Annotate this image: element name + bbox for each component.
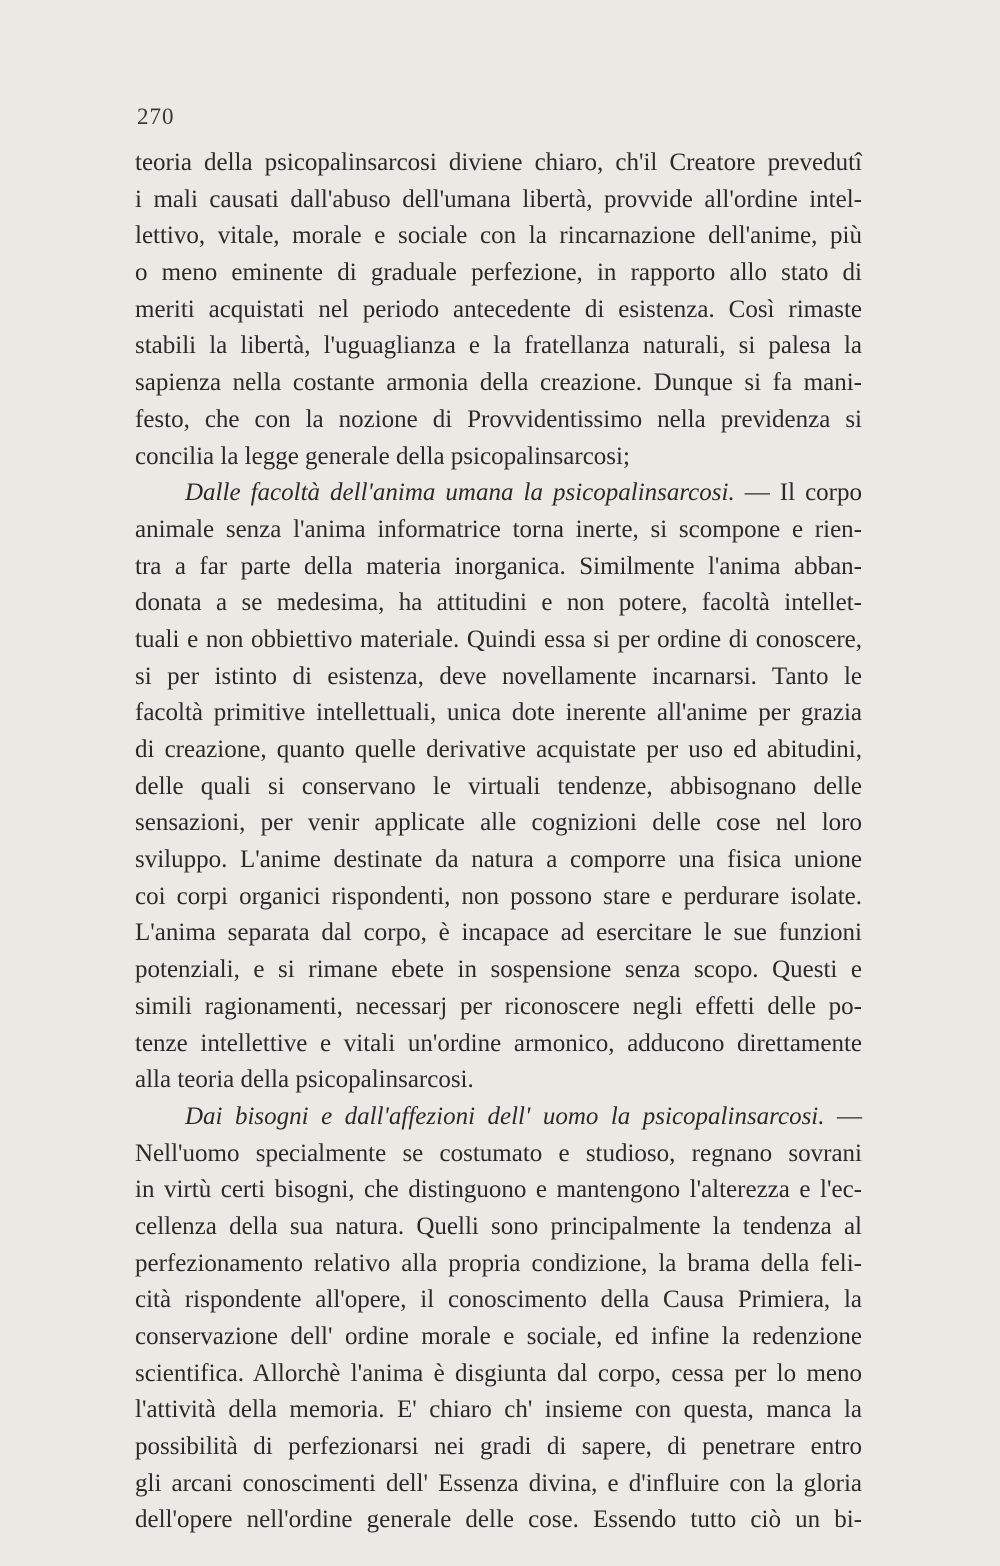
text-line	[135, 218, 862, 255]
line-text: donata a se medesima, ha attitudini e non potere, facoltà intellet-	[135, 589, 862, 617]
line-text: sensazioni, per venir applicate alle cognizioni delle cose nel loro	[135, 809, 862, 837]
line-text: sapienza nella costante armonia della creazione. Dunque si fa mani-	[135, 369, 862, 397]
line-text: gli arcani conoscimenti dell' Essenza divina, e d'influire con la gloria	[135, 1469, 862, 1497]
line-text: cellenza della sua natura. Quelli sono principalmente la tendenza al	[135, 1212, 862, 1240]
text-line	[135, 989, 862, 1026]
page-number: 270	[137, 104, 175, 129]
line-text: meriti acquistati nel periodo antecedente di esistenza. Così rimaste	[135, 295, 862, 323]
line-text: i mali causati dall'abuso dell'umana libertà, provvide all'ordine intel-	[135, 185, 862, 213]
text-line	[135, 1246, 862, 1283]
line-text: concilia la legge generale della psicopalinsarcosi;	[135, 442, 630, 470]
text-line	[135, 328, 862, 365]
line-text: cità rispondente all'opere, il conoscimento della Causa Primiera, la	[135, 1286, 862, 1314]
text-line	[135, 1172, 862, 1209]
text-line	[135, 255, 862, 292]
line-text: tenze intellettive e vitali un'ordine armonico, adducono direttamente	[135, 1029, 862, 1057]
text-line	[135, 842, 862, 879]
text-line	[135, 365, 862, 402]
section-heading: Dai bisogni e dall'affezioni dell' uomo la psicopalinsarcosi.	[185, 1102, 825, 1130]
line-text: —	[824, 1102, 862, 1130]
line-text: coi corpi organici rispondenti, non possono stare e perdurare isolate.	[135, 882, 862, 910]
text-line	[135, 1026, 862, 1063]
text-line	[135, 915, 862, 952]
line-text: conservazione dell' ordine morale e sociale, ed infine la redenzione	[135, 1323, 862, 1350]
text-line	[135, 292, 862, 329]
text-line	[135, 1062, 862, 1099]
line-text: scientifica. Allorchè l'anima è disgiunta dal corpo, cessa per lo meno	[135, 1359, 862, 1387]
text-line	[135, 1502, 862, 1539]
line-text: in virtù certi bisogni, che distinguono e mantengono l'alterezza e l'ec-	[135, 1176, 862, 1204]
text-line	[135, 1319, 862, 1356]
line-text: — Il corpo	[734, 479, 862, 507]
text-line	[135, 1209, 862, 1246]
text-line	[135, 1136, 862, 1173]
line-text: teoria della psicopalinsarcosi diviene chiaro, ch'il Creatore prevedutî	[135, 149, 862, 176]
line-text: di creazione, quanto quelle derivative acquistate per uso ed abitudini,	[135, 736, 862, 763]
text-line	[135, 439, 862, 476]
text-line	[135, 402, 862, 439]
line-text: animale senza l'anima informatrice torna inerte, si scompone e rien-	[135, 515, 862, 543]
text-line	[135, 1429, 862, 1466]
text-line	[135, 659, 862, 696]
line-text: l'attività della memoria. E' chiaro ch' insieme con questa, manca la	[135, 1396, 862, 1424]
text-line	[135, 695, 862, 732]
body-text	[135, 145, 862, 1539]
text-line	[135, 1466, 862, 1503]
line-text: sviluppo. L'anime destinate da natura a comporre una fisica unione	[135, 846, 862, 874]
section-heading-line	[135, 475, 862, 512]
line-text: Nell'uomo specialmente se costumato e studioso, regnano sovrani	[135, 1139, 862, 1167]
text-line	[135, 1356, 862, 1393]
line-text: festo, che con la nozione di Provvidentissimo nella previdenza si	[135, 405, 862, 433]
section-heading-line	[135, 1099, 862, 1136]
line-text: possibilità di perfezionarsi nei gradi di sapere, di penetrare entro	[135, 1433, 862, 1461]
line-text: dell'opere nell'ordine generale delle cose. Essendo tutto ciò un bi-	[135, 1506, 862, 1534]
line-text: potenziali, e si rimane ebete in sospensione senza scopo. Questi e	[135, 956, 862, 984]
line-text: facoltà primitive intellettuali, unica dote inerente all'anime per grazia	[135, 699, 862, 727]
text-line	[135, 805, 862, 842]
text-line	[135, 769, 862, 806]
text-line	[135, 732, 862, 769]
line-text: lettivo, vitale, morale e sociale con la rincarnazione dell'anime, più	[135, 222, 862, 250]
line-text: perfezionamento relativo alla propria condizione, la brama della feli-	[135, 1249, 862, 1277]
text-line	[135, 1282, 862, 1319]
line-text: alla teoria della psicopalinsarcosi.	[135, 1066, 474, 1094]
line-text: delle quali si conservano le virtuali tendenze, abbisognano delle	[135, 772, 862, 800]
text-line	[135, 145, 862, 182]
text-line	[135, 952, 862, 989]
line-text: stabili la libertà, l'uguaglianza e la fratellanza naturali, si palesa la	[135, 332, 862, 360]
line-text: simili ragionamenti, necessarj per riconoscere negli effetti delle po-	[135, 992, 862, 1020]
text-line	[135, 879, 862, 916]
line-text: tuali e non obbiettivo materiale. Quindi essa si per ordine di conoscere,	[135, 625, 862, 653]
line-text: o meno eminente di graduale perfezione, in rapporto allo stato di	[135, 259, 862, 287]
text-line	[135, 512, 862, 549]
text-line	[135, 1392, 862, 1429]
text-line	[135, 549, 862, 586]
text-line	[135, 182, 862, 219]
line-text: si per istinto di esistenza, deve novellamente incarnarsi. Tanto le	[135, 662, 862, 690]
section-heading: Dalle facoltà dell'anima umana la psicopalinsarcosi.	[185, 479, 735, 507]
line-text: tra a far parte della materia inorganica. Similmente l'anima abban-	[135, 552, 862, 580]
text-line	[135, 622, 862, 659]
text-line	[135, 585, 862, 622]
line-text: L'anima separata dal corpo, è incapace ad esercitare le sue funzioni	[135, 919, 862, 947]
